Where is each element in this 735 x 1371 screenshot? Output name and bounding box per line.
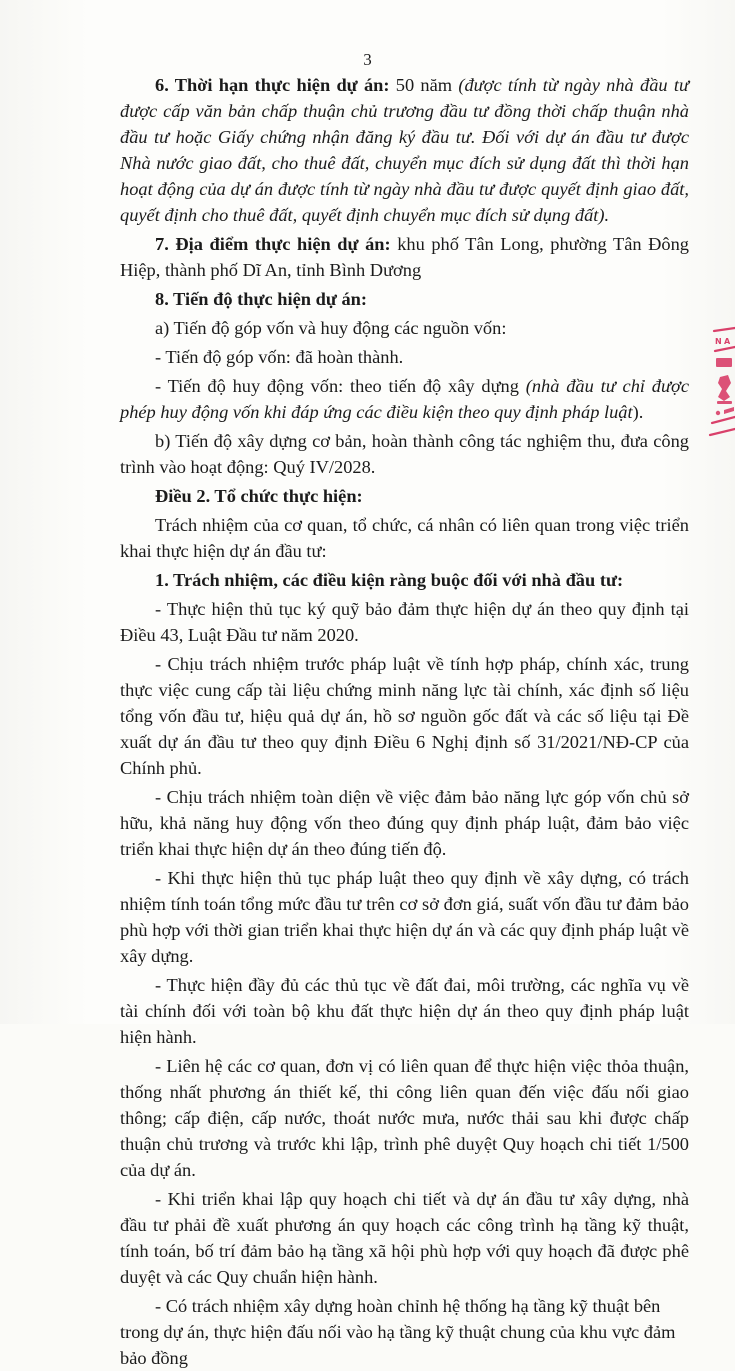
section-7-heading: 7. Địa điểm thực hiện dự án: bbox=[155, 234, 391, 254]
document-body bbox=[120, 72, 689, 1371]
investor-obligation-item: - Liên hệ các cơ quan, đơn vị có liên quan để thực hiện việc thỏa thuận, thống nhất phương án thiết kế, thi công liên quan đến việc đấu nối giao thông; cấp điện, cấp nước, thoát nước mưa, nước thải sau khi được chấp thuận chủ trương và trước khi lập, trình phê duyệt Quy hoạch chi tiết 1/500 của dự án. bbox=[120, 1056, 689, 1180]
section-8a-capital-contribution: - Tiến độ góp vốn: đã hoàn thành. bbox=[155, 347, 404, 367]
article-2-intro: Trách nhiệm của cơ quan, tổ chức, cá nhân có liên quan trong việc triển khai thực hiện dự án đầu tư: bbox=[120, 515, 689, 561]
section-6-value: 50 năm bbox=[389, 75, 459, 95]
svg-text:N: N bbox=[715, 337, 722, 346]
section-6-note: (được tính từ ngày nhà đầu tư được cấp văn bản chấp thuận chủ trương đầu tư đồng thời chấp thuận nhà đầu tư hoặc Giấy chứng nhận đăng ký đầu tư. Đối với dự án đầu tư được Nhà nước giao đất, cho thuê đất, chuyển mục đích sử dụng đất thì thời hạn hoạt động của dự án được tính từ ngày nhà đầu tư được quyết định giao đất, quyết định cho thuê đất, quyết định chuyển mục đích sử dụng đất). bbox=[120, 75, 689, 225]
section-6-heading: 6. Thời hạn thực hiện dự án: bbox=[155, 75, 390, 95]
section-8a-note: (nhà đầu tư chỉ được phép huy động vốn khi đáp ứng các điều kiện theo quy định pháp luật bbox=[120, 376, 689, 422]
section-7-location bbox=[120, 231, 689, 283]
investor-obligation-item: - Thực hiện đầy đủ các thủ tục về đất đai, môi trường, các nghĩa vụ về tài chính đối với toàn bộ khu đất thực hiện dự án theo quy định pháp luật hiện hành. bbox=[120, 975, 689, 1047]
investor-obligation-item: - Có trách nhiệm xây dựng hoàn chỉnh hệ thống hạ tầng kỹ thuật bên trong dự án, thực hiện đấu nối vào hạ tầng kỹ thuật chung của khu vực đảm bảo đồng bbox=[120, 1296, 676, 1368]
article-2-heading: Điều 2. Tổ chức thực hiện: bbox=[155, 486, 363, 506]
page-number: 3 bbox=[363, 50, 372, 69]
section-7-value: khu phố Tân Long, phường Tân Đông Hiệp, thành phố Dĩ An, tỉnh Bình Dương bbox=[120, 234, 689, 280]
svg-text:A: A bbox=[724, 337, 731, 346]
section-6-duration bbox=[120, 72, 689, 228]
section-8b: b) Tiến độ xây dựng cơ bản, hoàn thành công tác nghiệm thu, đưa công trình vào hoạt động: Quý IV/2028. bbox=[120, 431, 689, 477]
investor-obligation-item: - Thực hiện thủ tục ký quỹ bảo đảm thực hiện dự án theo quy định tại Điều 43, Luật Đầu tư năm 2020. bbox=[120, 599, 689, 645]
section-8a: a) Tiến độ góp vốn và huy động các nguồn vốn: bbox=[155, 318, 507, 338]
investor-obligation-item: - Chịu trách nhiệm toàn diện về việc đảm bảo năng lực góp vốn chủ sở hữu, khả năng huy động vốn theo đúng quy định pháp luật, đảm bảo việc triển khai thực hiện dự án theo đúng tiến độ. bbox=[120, 787, 689, 859]
investor-obligation-item: - Khi thực hiện thủ tục pháp luật theo quy định về xây dựng, có trách nhiệm tính toán tổng mức đầu tư trên cơ sở đơn giá, suất vốn đầu tư đảm bảo phù hợp với thời gian triển khai thực hiện dự án và các quy định pháp luật về xây dựng. bbox=[120, 868, 689, 966]
red-seal-stamp-icon bbox=[704, 325, 735, 445]
investor-obligation-item: - Khi triển khai lập quy hoạch chi tiết và dự án đầu tư xây dựng, nhà đầu tư phải đề xuất phương án quy hoạch các công trình hạ tầng kỹ thuật, tính toán, bố trí đảm bảo hạ tầng xã hội phù hợp với quy hoạch đã được phê duyệt và các Quy chuẩn hiện hành. bbox=[120, 1189, 689, 1287]
section-8a-capital-mobilization: - Tiến độ huy động vốn: theo tiến độ xây dựng (nhà đầu tư chỉ được phép huy động vốn khi đáp ứng các điều kiện theo quy định pháp luật). bbox=[120, 376, 689, 422]
article-2-sub1-heading: 1. Trách nhiệm, các điều kiện ràng buộc đối với nhà đầu tư: bbox=[155, 570, 624, 590]
section-8-heading: 8. Tiến độ thực hiện dự án: bbox=[155, 289, 367, 309]
investor-obligation-item: - Chịu trách nhiệm trước pháp luật về tính hợp pháp, chính xác, trung thực việc cung cấp tài liệu chứng minh năng lực tài chính, xác định số liệu tổng vốn đầu tư, hiệu quả dự án, hồ sơ nguồn gốc đất và các số liệu tại Đề xuất dự án đầu tư theo quy định Điều 6 Nghị định số 31/2021/NĐ-CP của Chính phủ. bbox=[120, 654, 689, 778]
